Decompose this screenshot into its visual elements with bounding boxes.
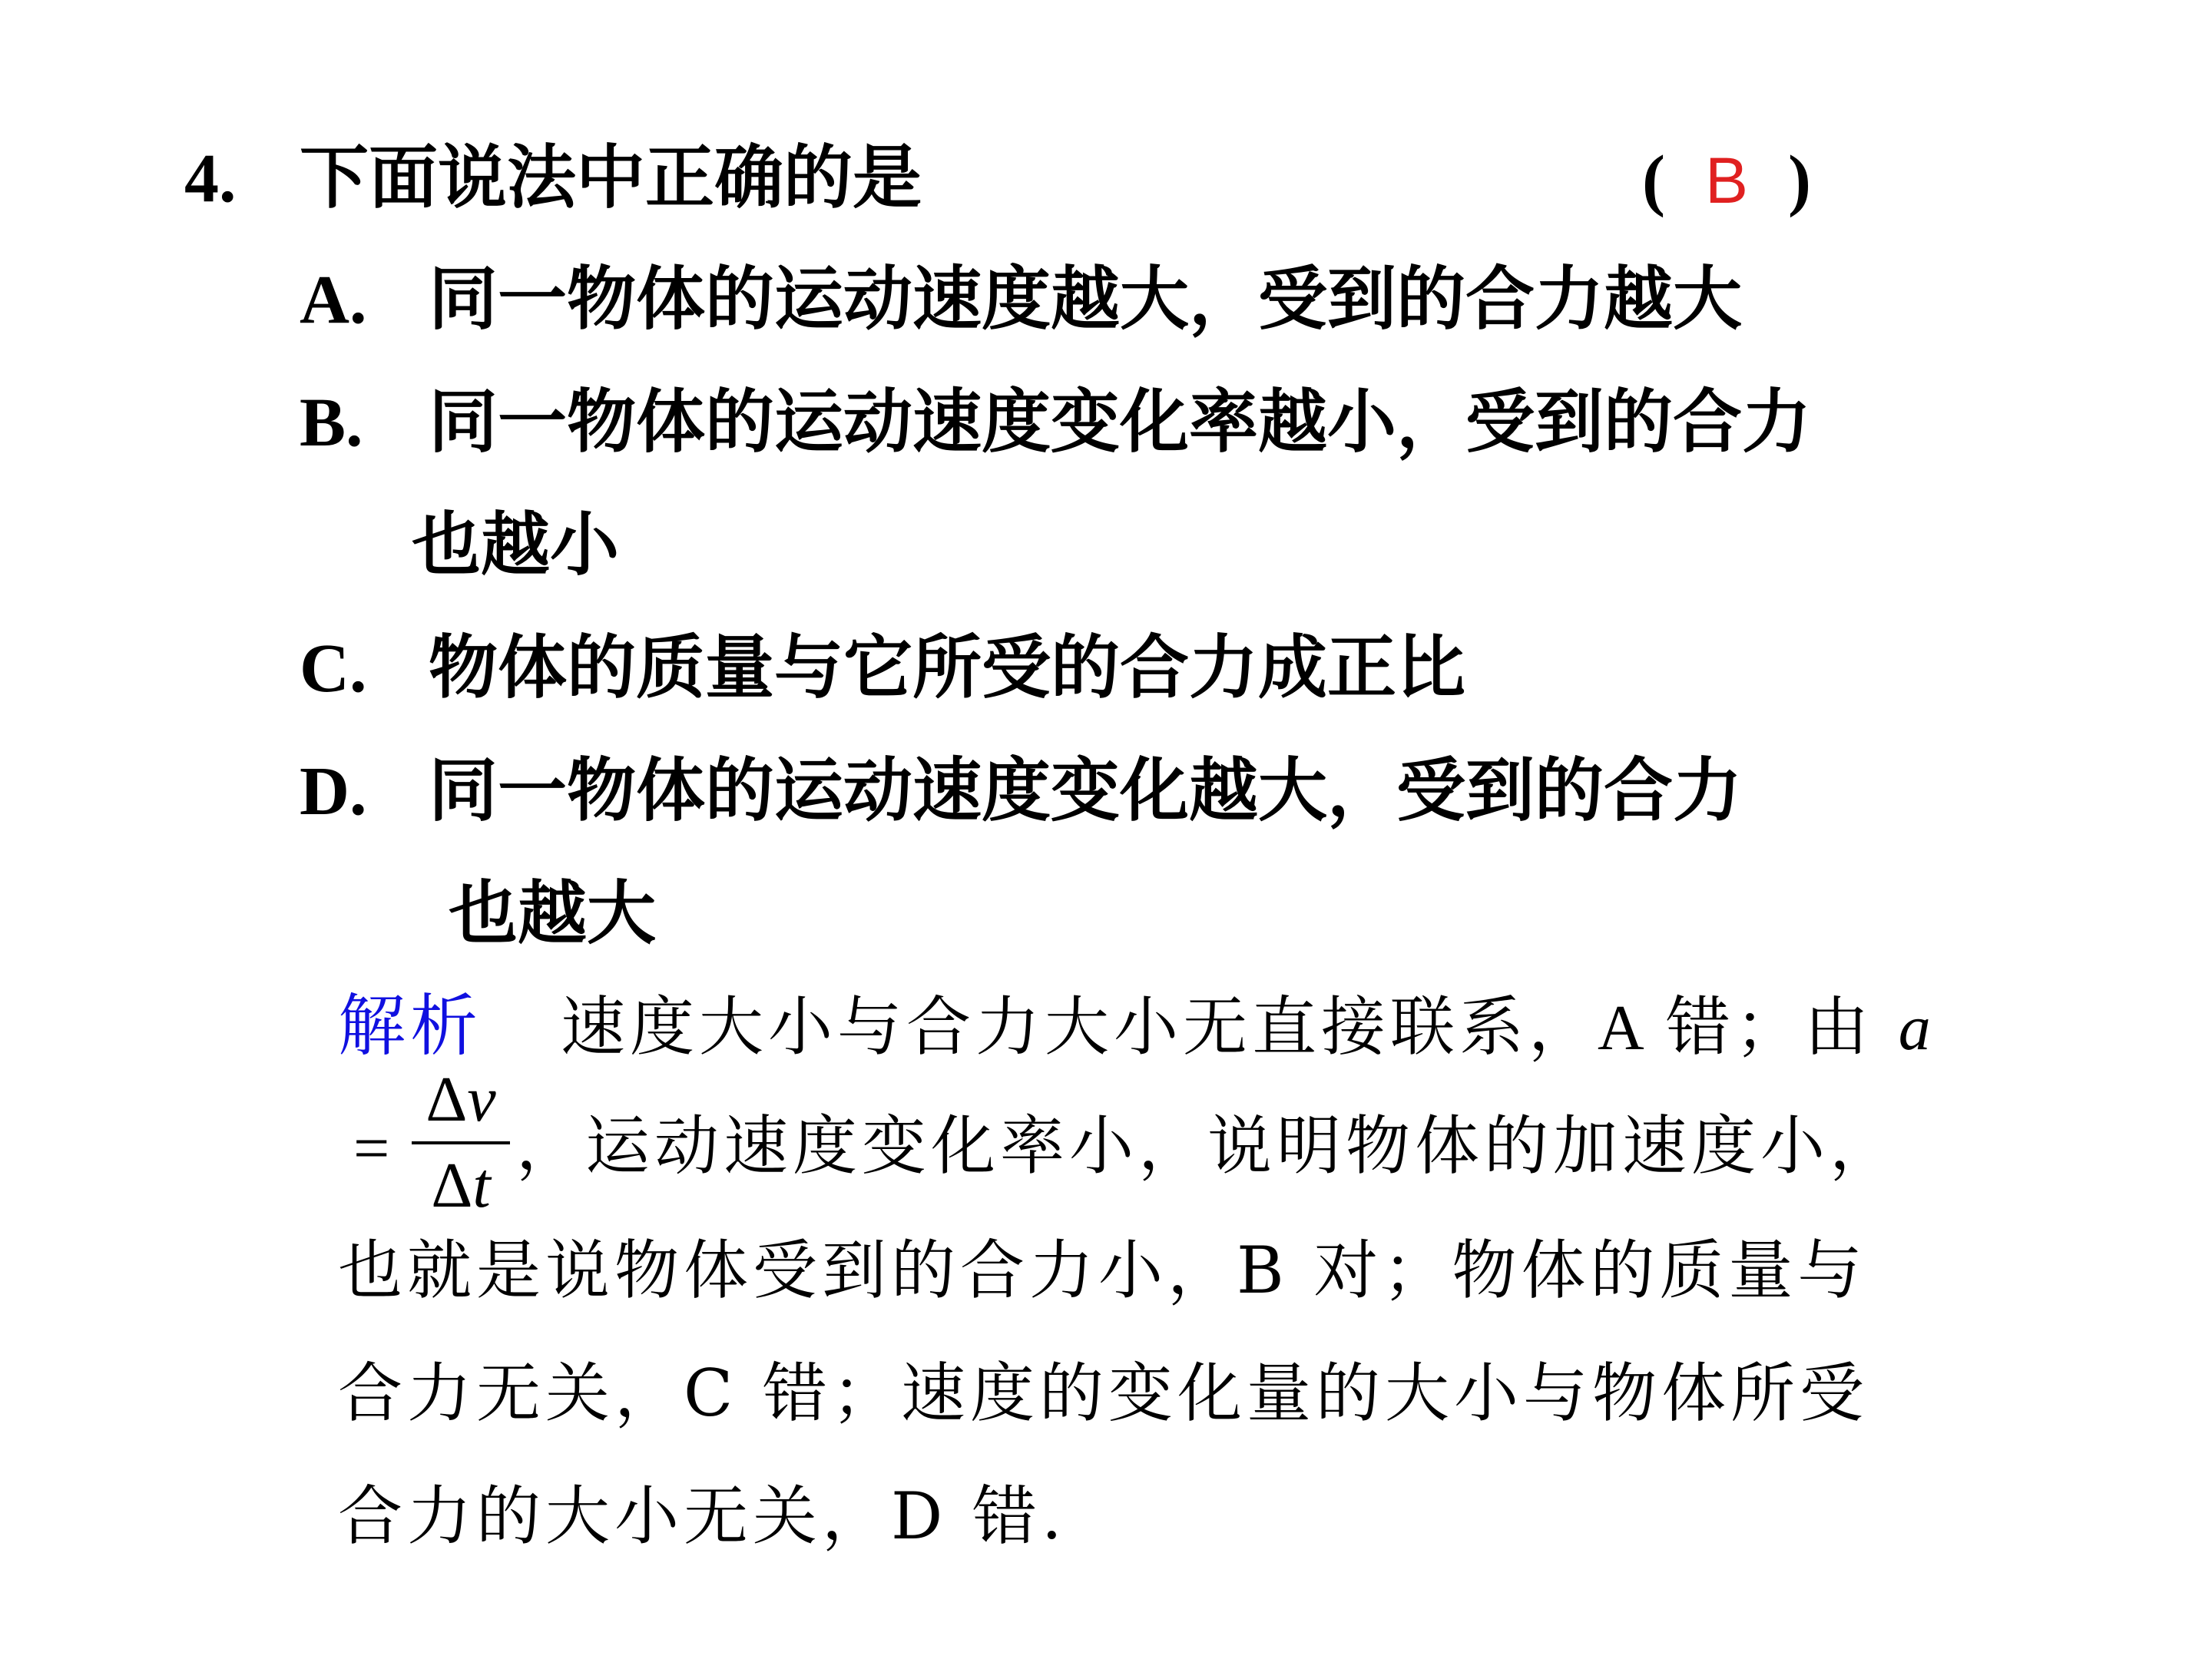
option-a-text: 同一物体的运动速度越大，受到的合力越大 xyxy=(429,258,1742,339)
fraction-delta-v-over-delta-t xyxy=(407,1064,515,1221)
explanation-line-4: 合力无关，C 错；速度的变化量的大小与物体所受 xyxy=(338,1356,1869,1431)
question-number: 4. xyxy=(184,141,237,217)
fraction-numerator: Δv xyxy=(426,1064,496,1135)
option-b-text-cont: 也越小 xyxy=(412,504,619,585)
fraction-denominator: Δt xyxy=(431,1150,491,1221)
question-stem: 下面说法中正确的是 xyxy=(300,137,922,218)
option-b-letter: B. xyxy=(300,385,363,461)
option-c-text: 物体的质量与它所受的合力成正比 xyxy=(429,627,1465,708)
option-b xyxy=(300,381,1811,462)
explanation-line-1 xyxy=(338,986,1936,1065)
option-c xyxy=(300,627,1465,708)
answer-paren-close: ) xyxy=(1787,142,1811,218)
explanation-equals: = xyxy=(353,1113,395,1184)
answer-letter: B xyxy=(1704,144,1748,217)
explanation-text-1: 速度大小与合力大小无直接联系，A 错；由 xyxy=(561,992,1874,1064)
explanation-label: 解析 xyxy=(338,986,483,1065)
option-d-letter: D. xyxy=(300,753,367,830)
explanation-line-3: 也就是说物体受到的合力小，B 对；物体的质量与 xyxy=(338,1233,1867,1308)
option-a xyxy=(300,258,1742,339)
explanation-line-2: ，运动速度变化率小，说明物体的加速度小， xyxy=(516,1108,1899,1184)
option-b-text: 同一物体的运动速度变化率越小，受到的合力 xyxy=(429,381,1811,462)
answer-paren-open: ( xyxy=(1642,142,1665,218)
fraction-bar xyxy=(412,1141,510,1144)
option-a-letter: A. xyxy=(300,262,367,338)
question-stem-line xyxy=(184,137,922,218)
answer-bracket xyxy=(1642,142,1811,218)
explanation-line-5: 合力的大小无关，D 错. xyxy=(338,1479,1067,1554)
option-d xyxy=(300,750,1742,831)
option-c-letter: C. xyxy=(300,631,367,707)
option-d-text-cont: 也越大 xyxy=(449,873,656,954)
option-d-text: 同一物体的运动速度变化越大，受到的合力 xyxy=(429,750,1742,831)
variable-a: a xyxy=(1898,992,1936,1064)
